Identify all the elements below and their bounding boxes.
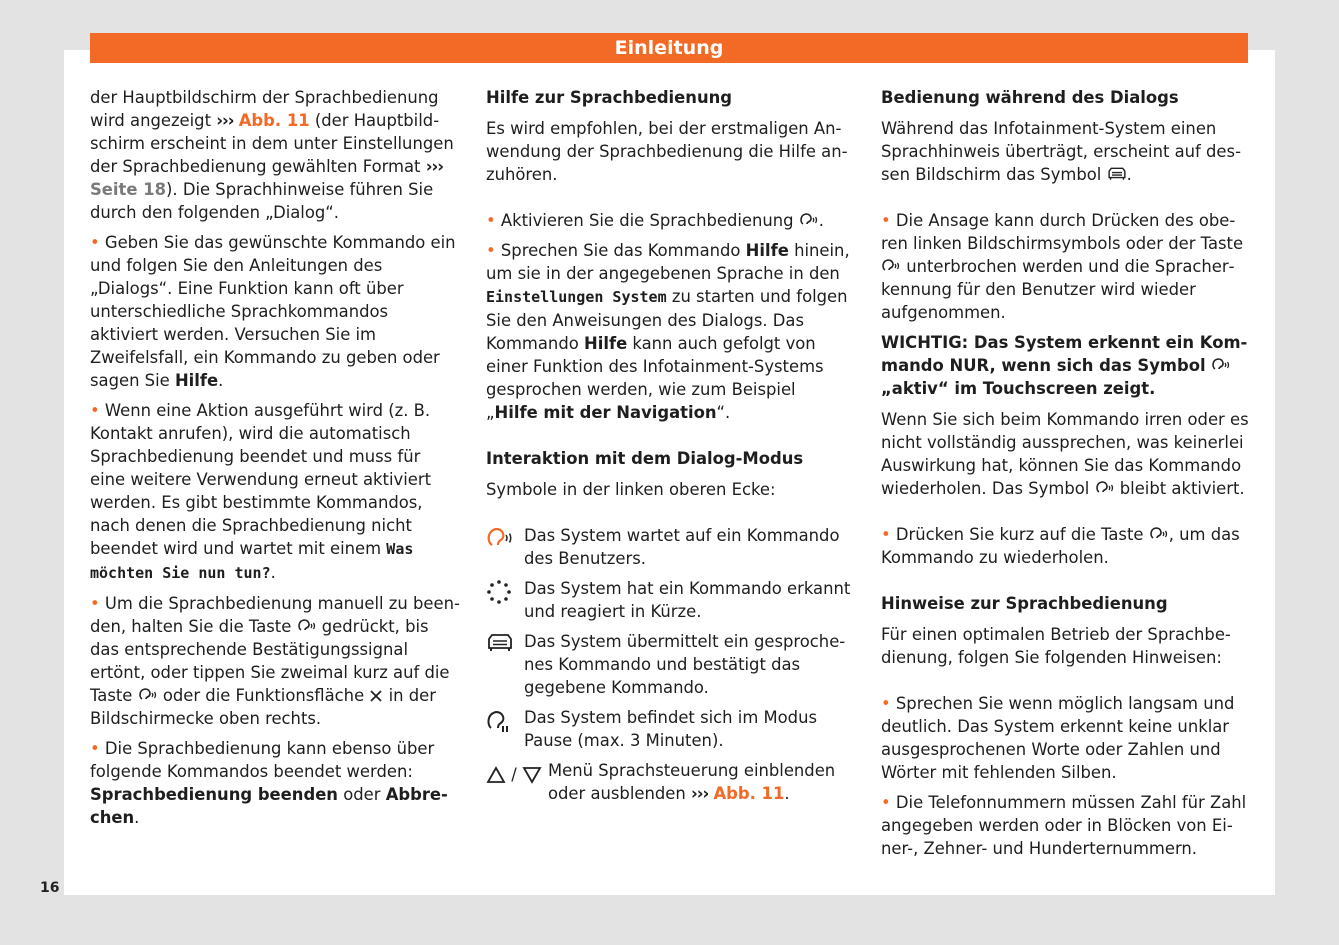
heading-bedienung: Bedienung während des Dialogs <box>881 88 1179 107</box>
page-number: 16 <box>40 880 60 896</box>
symbol-row-pause: Das System befindet sich im Modus Pause (max. 3 Minuten). <box>486 706 852 752</box>
bullet-aktivieren: • Aktivieren Sie die Sprachbedienung . <box>486 211 825 230</box>
bullet-kommando: • Geben Sie das gewünschte Kommando ein und folgen Sie den Anleitungen des „Dialogs“. Eine Funktion kann oft über unterschiedliche Sprachkommandos aktiviert werden. Versuchen Sie im Zweifelsfall, ein Kommando zu geben oder sagen Sie Hilfe. <box>90 233 456 390</box>
column-middle <box>486 86 852 812</box>
hinweise-paragraph: Für einen optimalen Betrieb der Sprachbedienung, folgen Sie folgenden Hinweisen: <box>881 625 1231 667</box>
voice-key-icon <box>799 212 819 228</box>
voice-key-icon <box>138 687 158 703</box>
speech-bubble-lines-icon <box>1107 166 1127 182</box>
wichtig-note: WICHTIG: Das System erkennt ein Kommando NUR, wenn sich das Symbol „aktiv“ im Touchscreen zeigt. <box>881 333 1248 398</box>
bedienung-paragraph: Während das Infotainment-System einen Sprachhinweis überträgt, erscheint auf dessen Bildschirm das Symbol . <box>881 119 1241 184</box>
dialog-paragraph: Symbole in der linken oberen Ecke: <box>486 480 776 499</box>
column-right <box>881 86 1249 867</box>
symbol-row-menu-toggle: / Menü Sprachsteuerung einblenden oder ausblenden ››› Abb. 11. <box>486 759 852 805</box>
bullet-kommandos-beenden: • Die Sprachbedienung kann ebenso über folgende Kommandos beendet werden: Sprachbedienung beenden oder Abbrechen. <box>90 739 448 827</box>
processing-dots-icon <box>486 577 524 623</box>
bullet-aktion: • Wenn eine Aktion ausgeführt wird (z. B. Kontakt anrufen), wird die automatisch Sprachbedienung beendet und muss für eine weitere Verwendung erneut aktiviert werden. Es gibt bestimmte Kommandos, nach denen die Sprachbedienung nicht beendet wird und wartet mit einem Was möchten Sie nun tun?. <box>90 401 432 582</box>
voice-key-icon <box>1149 526 1169 542</box>
bullet-hilfe-sprechen: • Sprechen Sie das Kommando Hilfe hinein, um sie in der angegebenen Sprache in den Einstellungen System zu starten und folgen Sie den Anweisungen des Dialogs. Das Kommando Hilfe kann auch gefolgt von einer Funktion des Infotainment-Systems gesprochen werden, wie zum Beispiel „Hilfe mit der Navigation“. <box>486 241 850 422</box>
bullet-telefonnummern: • Die Telefonnummern müssen Zahl für Zahl angegeben werden oder in Blöcken von Einer-, Zehner- und Hunderternummern. <box>881 793 1247 858</box>
heading-dialog-modus: Interaktion mit dem Dialog-Modus <box>486 449 804 468</box>
bullet-beenden: • Um die Sprachbedienung manuell zu beenden, halten Sie die Taste gedrückt, bis das entsprechende Bestätigungssignal ertönt, oder tippen Sie zweimal kurz auf die Taste oder die Funktionsfläche in der Bildschirmecke oben rechts. <box>90 594 460 728</box>
voice-key-icon <box>1095 480 1115 496</box>
seite18-link[interactable]: Seite 18 <box>90 180 167 199</box>
voice-pause-icon <box>486 706 524 752</box>
voice-waiting-icon <box>486 524 524 570</box>
triangle-up-icon <box>486 766 506 790</box>
bullet-langsam: • Sprechen Sie wenn möglich langsam und deutlich. Das System erkennt keine unklar ausgesprochenen Worte oder Zahlen und Wörter mit fehlenden Silben. <box>881 694 1235 782</box>
symbol-row-recognized: Das System hat ein Kommando erkannt und reagiert in Kürze. <box>486 577 852 623</box>
symbol-row-waiting: Das System wartet auf ein Kommando des Benutzers. <box>486 524 852 570</box>
bullet-ansage: • Die Ansage kann durch Drücken des oberen linken Bildschirmsymbols oder der Taste unterbrochen werden und die Spracherkennung für den Benutzer wird wieder aufgenommen. <box>881 211 1244 322</box>
hilfe-paragraph: Es wird empfohlen, bei der erstmaligen Anwendung der Sprachbedienung die Hilfe anzuhören. <box>486 119 848 184</box>
heading-hinweise: Hinweise zur Sprachbedienung <box>881 594 1168 613</box>
voice-key-icon <box>297 618 317 634</box>
triangle-down-icon <box>522 766 542 790</box>
voice-key-icon <box>1211 357 1231 373</box>
voice-key-icon <box>881 258 901 274</box>
speech-bubble-lines-icon <box>486 630 524 699</box>
abb11-link[interactable]: Abb. 11 <box>713 784 785 803</box>
irren-paragraph: Wenn Sie sich beim Kommando irren oder es nicht vollständig aussprechen, was keinerlei Auswirkung hat, können Sie das Kommando wiederholen. Das Symbol bleibt aktiviert. <box>881 410 1249 498</box>
column-left <box>90 86 460 836</box>
symbol-row-transmitting: Das System übermittelt ein gesprochenes Kommando und bestätigt das gegebene Kommando. <box>486 630 852 699</box>
heading-hilfe: Hilfe zur Sprachbedienung <box>486 88 733 107</box>
abb11-link[interactable]: Abb. 11 <box>238 111 310 130</box>
section-header: Einleitung <box>90 33 1248 63</box>
bullet-wiederholen: • Drücken Sie kurz auf die Taste , um das Kommando zu wiederholen. <box>881 525 1240 567</box>
intro-paragraph: der Hauptbildschirm der Sprachbedienung wird angezeigt ››› Abb. 11 (der Hauptbildschirm erscheint in dem unter Einstellungen der Sprachbedienung gewählten Format ››› Seite 18). Die Sprachhinweise führen Sie durch den folgenden „Dialog“. <box>90 88 454 222</box>
close-icon <box>369 689 383 703</box>
